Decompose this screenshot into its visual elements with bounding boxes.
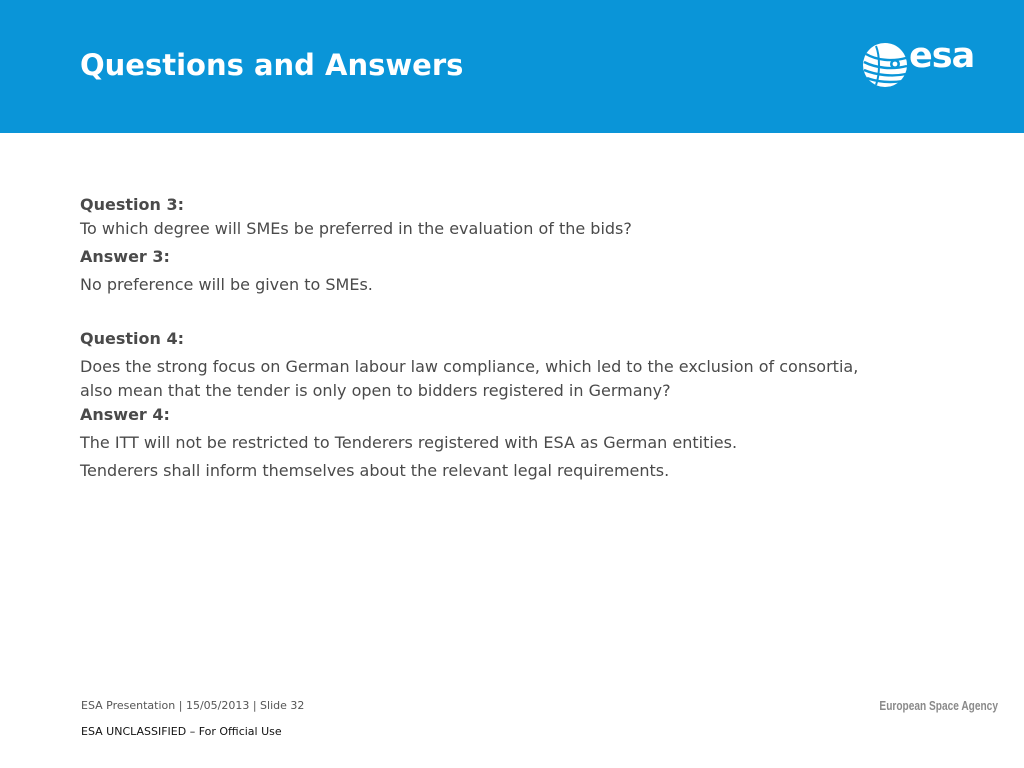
footer-agency-name: European Space Agency: [879, 698, 998, 713]
answer-4-text-line-1: The ITT will not be restricted to Tenderers registered with ESA as German entities.: [80, 433, 738, 452]
question-4-text-line-2: also mean that the tender is only open to bidders registered in Germany?: [80, 381, 671, 400]
slide-title: Questions and Answers: [80, 48, 464, 82]
question-4-text-line-1: Does the strong focus on German labour law compliance, which led to the exclusion of consortia,: [80, 357, 859, 376]
answer-4-text-line-2: Tenderers shall inform themselves about the relevant legal requirements.: [80, 461, 670, 480]
question-4-label: Question 4:: [80, 329, 184, 348]
slide-header: [0, 0, 1024, 133]
esa-logo: [862, 36, 1002, 94]
footer-classification: ESA UNCLASSIFIED – For Official Use: [81, 725, 282, 738]
answer-3-text: No preference will be given to SMEs.: [80, 275, 373, 294]
answer-3-label: Answer 3:: [80, 247, 170, 266]
esa-wordmark: esa: [909, 36, 975, 76]
question-3-label: Question 3:: [80, 195, 184, 214]
qa-content: [80, 193, 960, 483]
esa-globe-icon: [862, 40, 908, 90]
answer-4-label: Answer 4:: [80, 405, 170, 424]
question-3-text: To which degree will SMEs be preferred in the evaluation of the bids?: [80, 219, 632, 238]
footer-presentation-info: ESA Presentation | 15/05/2013 | Slide 32: [81, 699, 305, 712]
